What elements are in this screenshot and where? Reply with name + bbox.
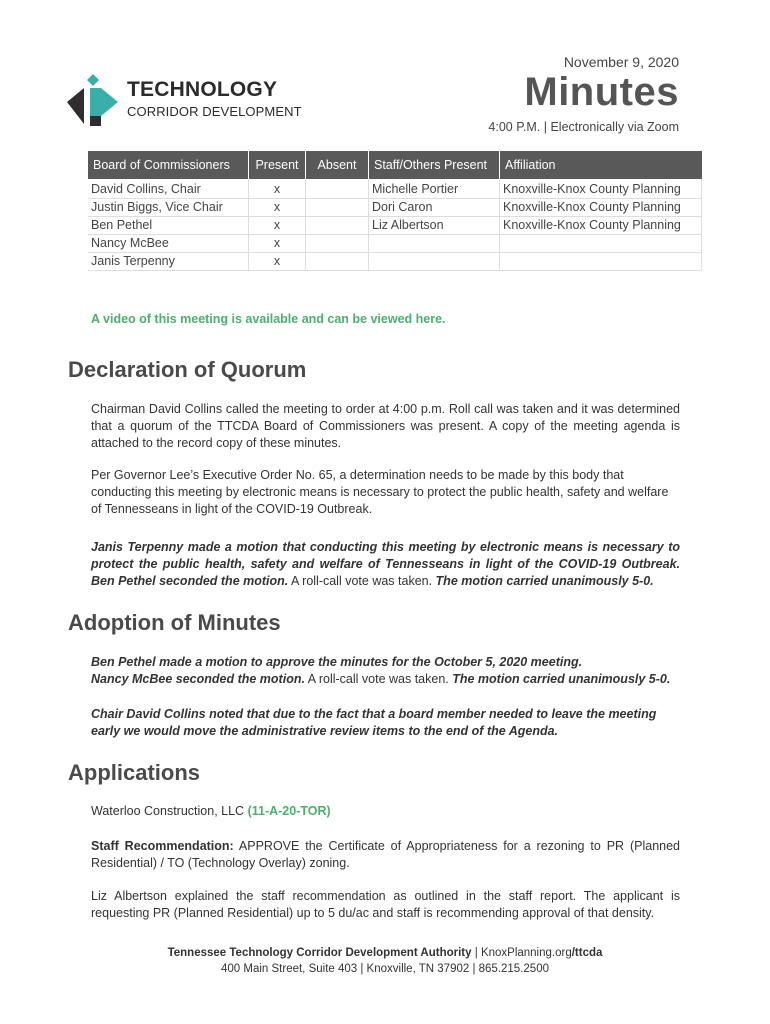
logo-subtitle: CORRIDOR DEVELOPMENT xyxy=(127,104,302,119)
motion-text: Janis Terpenny made a motion that conducting this meeting by electronic means is necessary to protect the public health, safety and welfare of Tennesseans in light of the COVID-19 Outbreak. Ben Pethel seconded the motion. xyxy=(91,540,680,588)
absent-mark xyxy=(306,217,369,235)
affiliation xyxy=(500,253,702,271)
column-header: Absent xyxy=(306,151,369,179)
case-number-link[interactable]: (11-A-20-TOR) xyxy=(247,804,331,818)
footer-separator: | xyxy=(471,947,481,959)
table-row xyxy=(88,199,702,217)
meeting-date: November 9, 2020 xyxy=(563,54,679,70)
quorum-paragraph-2: Per Governor Lee’s Executive Order No. 65, a determination needs to be made by this body that conducting this meeting by electronic means is necessary to protect the public health, safety and welfare of Tennesseans in light of the COVID-19 Outbreak. xyxy=(91,468,669,516)
staff-name xyxy=(369,253,500,271)
affiliation: Knoxville-Knox County Planning xyxy=(500,179,702,199)
recommendation-text: APPROVE the Certificate of Appropriateness for a rezoning to PR (Planned Residential) / TO (Technology Overlay) zoning. xyxy=(91,839,681,870)
section-heading-applications: Applications xyxy=(68,760,201,785)
table-header-row xyxy=(88,151,702,179)
recommendation-label: Staff Recommendation: xyxy=(91,839,234,853)
commissioner-name: Justin Biggs, Vice Chair xyxy=(88,199,249,217)
vote-text: A roll-call vote was taken. xyxy=(304,672,453,686)
quorum-motion xyxy=(91,539,680,590)
staff-name: Dori Caron xyxy=(369,199,500,217)
commissioner-name: Ben Pethel xyxy=(88,217,249,235)
footer-site-suffix[interactable]: /ttcda xyxy=(571,947,603,959)
commissioner-name: David Collins, Chair xyxy=(88,179,249,199)
page-title: Minutes xyxy=(524,70,679,114)
staff-name: Michelle Portier xyxy=(369,179,500,199)
applicant-line xyxy=(91,803,680,820)
footer-line-1 xyxy=(0,947,770,959)
commissioner-name: Nancy McBee xyxy=(88,235,249,253)
affiliation: Knoxville-Knox County Planning xyxy=(500,199,702,217)
second-text: Nancy McBee seconded the motion. xyxy=(91,672,305,686)
table-row xyxy=(88,179,702,199)
absent-mark xyxy=(306,235,369,253)
video-link[interactable]: A video of this meeting is available and can be viewed here. xyxy=(91,312,446,326)
table-row xyxy=(88,253,702,271)
column-header: Staff/Others Present xyxy=(369,151,500,179)
affiliation xyxy=(500,235,702,253)
staff-name: Liz Albertson xyxy=(369,217,500,235)
staff-recommendation xyxy=(91,838,680,872)
present-mark: x xyxy=(249,217,306,235)
applicant-name: Waterloo Construction, LLC xyxy=(91,804,248,818)
motion-result: The motion carried unanimously 5-0. xyxy=(452,672,671,686)
column-header: Board of Commissioners xyxy=(88,151,249,179)
table-row xyxy=(88,217,702,235)
staff-explanation: Liz Albertson explained the staff recommendation as outlined in the staff report. The applicant is requesting PR (Planned Residential) up to 5 du/ac and staff is recommending approval of that density. xyxy=(91,889,680,920)
meeting-time-location: 4:00 P.M. | Electronically via Zoom xyxy=(488,120,679,134)
column-header: Affiliation xyxy=(500,151,702,179)
footer-site[interactable]: KnoxPlanning.org xyxy=(480,947,572,959)
present-mark: x xyxy=(249,179,306,199)
column-header: Present xyxy=(249,151,306,179)
present-mark: x xyxy=(249,253,306,271)
section-heading-adoption: Adoption of Minutes xyxy=(68,610,281,635)
adoption-second xyxy=(91,671,680,688)
footer-address: 400 Main Street, Suite 403 | Knoxville, TN 37902 | 865.215.2500 xyxy=(221,963,549,975)
logo-wordmark: TECHNOLOGY xyxy=(127,78,278,101)
affiliation: Knoxville-Knox County Planning xyxy=(500,217,702,235)
present-mark: x xyxy=(249,199,306,217)
footer-org: Tennessee Technology Corridor Development Authority xyxy=(167,947,472,959)
attendance-table xyxy=(88,151,702,271)
adoption-motion: Ben Pethel made a motion to approve the minutes for the October 5, 2020 meeting. xyxy=(91,655,583,669)
commissioner-name: Janis Terpenny xyxy=(88,253,249,271)
table-row xyxy=(88,235,702,253)
absent-mark xyxy=(306,253,369,271)
absent-mark xyxy=(306,199,369,217)
present-mark: x xyxy=(249,235,306,253)
logo-icon xyxy=(66,72,122,128)
quorum-paragraph-1: Chairman David Collins called the meeting to order at 4:00 p.m. Roll call was taken and it was determined that a quorum of the TTCDA Board of Commissioners was present. A copy of the meeting agenda is attached to the record copy of these minutes. xyxy=(91,402,680,450)
agenda-note: Chair David Collins noted that due to the fact that a board member needed to leave the meeting early we would move the administrative review items to the end of the Agenda. xyxy=(91,707,657,738)
motion-result: The motion carried unanimously 5-0. xyxy=(435,574,654,588)
vote-text: A roll-call vote was taken. xyxy=(288,574,436,588)
staff-name xyxy=(369,235,500,253)
section-heading-quorum: Declaration of Quorum xyxy=(68,357,307,382)
absent-mark xyxy=(306,179,369,199)
